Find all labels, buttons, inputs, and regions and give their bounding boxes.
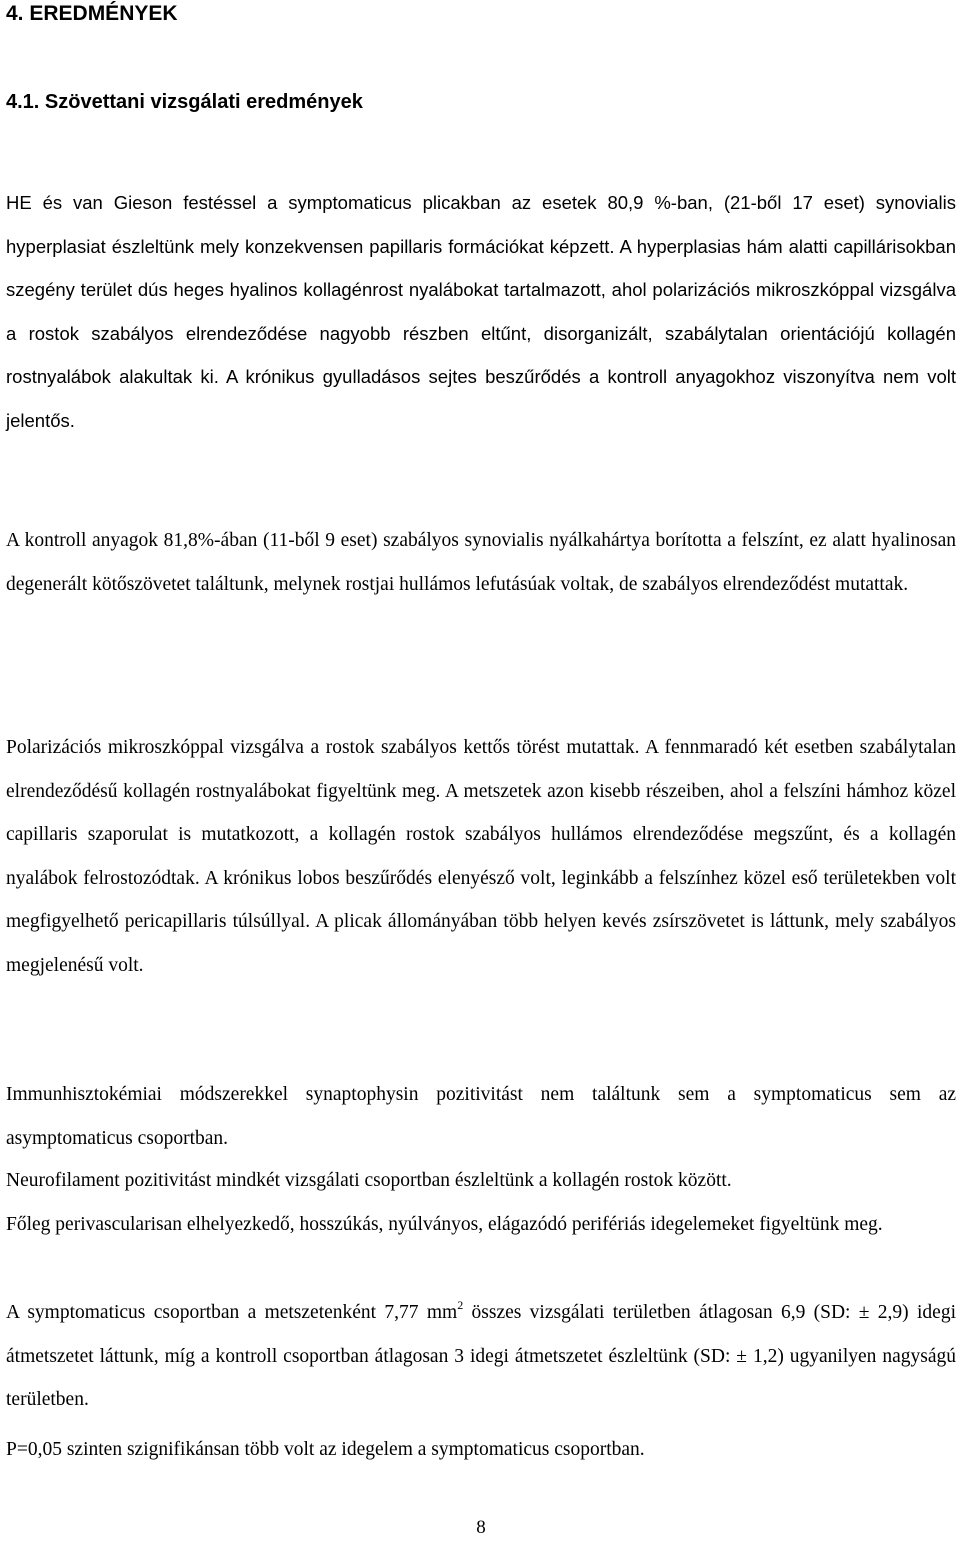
chapter-heading: 4. EREDMÉNYEK [6,2,178,25]
paragraph-immunohistochemistry: Immunhisztokémiai módszerekkel synaptophysin pozitivitást nem találtunk sem a symptomaticus sem az asymptomaticus csoportban. [6,1084,956,1149]
page-number: 8 [476,1517,486,1538]
nerve-counts-text-end: összes vizsgálati területben átlagosan 6,9 (SD: ± 2,9) idegi átmetszetet láttunk, míg a kontroll csoportban átlagosan 3 idegi átmetszetet észleltünk (SD: ± 1,2) ugyanilyen nagyságú területben. [6,1302,956,1410]
paragraph-perivascular: Főleg perivascularisan elhelyezkedő, hosszúkás, nyúlványos, elágazódó perifériás idegelemeket figyeltünk meg. [6,1214,883,1235]
paragraph-polarization: Polarizációs mikroszkóppal vizsgálva a rostok szabályos kettős törést mutattak. A fennmaradó két esetben szabálytalan elrendeződésű kollagén rostnyalábokat figyeltünk meg. A metszetek azon kisebb részeiben, ahol a felszíni hámhoz közel capillaris szaporulat is mutatkozott, a kollagén rostok szabályos hullámos elrendeződése megszűnt, és a kollagén nyalábok felrostozódtak. A krónikus lobos beszűrődés elenyésző volt, leginkább a felszínhez közel eső területekben volt megfigyelhető pericapillaris túlsúllyal. A plicak állományában több helyen kevés zsírszövetet is láttunk, mely szabályos megjelenésű volt. [6,737,956,976]
paragraph-control-materials: A kontroll anyagok 81,8%-ában (11-ből 9 eset) szabályos synovialis nyálkahártya borította a felszínt, ez alatt hyalinosan degenerált kötőszövetet találtunk, melynek rostjai hullámos lefutásúak voltak, de szabályos elrendeződést mutattak. [6,530,956,595]
paragraph-significance: P=0,05 szinten szignifikánsan több volt az idegelem a symptomaticus csoportban. [6,1439,645,1460]
paragraph-he-staining: HE és van Gieson festéssel a symptomaticus plicakban az esetek 80,9 %-ban, (21-ből 17 eset) synovialis hyperplasiat észleltünk mely konzekvensen papillaris formációkat képzett. A hyperplasias hám alatti capillárisokban szegény terület dús heges hyalinos kollagénrost nyalábokat tartalmazott, ahol polarizációs mikroszkóppal vizsgálva a rostok szabályos elrendeződése nagyobb részben eltűnt, disorganizált, szabálytalan orientációjú kollagén rostnyalábok alakultak ki. A krónikus gyulladásos sejtes beszűrődés a kontroll anyagokhoz viszonyítva nem volt jelentős. [6,192,956,431]
nerve-counts-text-start: A symptomaticus csoportban a metszetenként 7,77 mm [6,1302,458,1323]
paragraph-neurofilament: Neurofilament pozitivitást mindkét vizsgálati csoportban észleltünk a kollagén rostok között. [6,1170,732,1191]
paragraph-nerve-counts [6,1291,956,1422]
unit-superscript: 2 [457,1297,464,1312]
section-heading: 4.1. Szövettani vizsgálati eredmények [6,91,363,113]
